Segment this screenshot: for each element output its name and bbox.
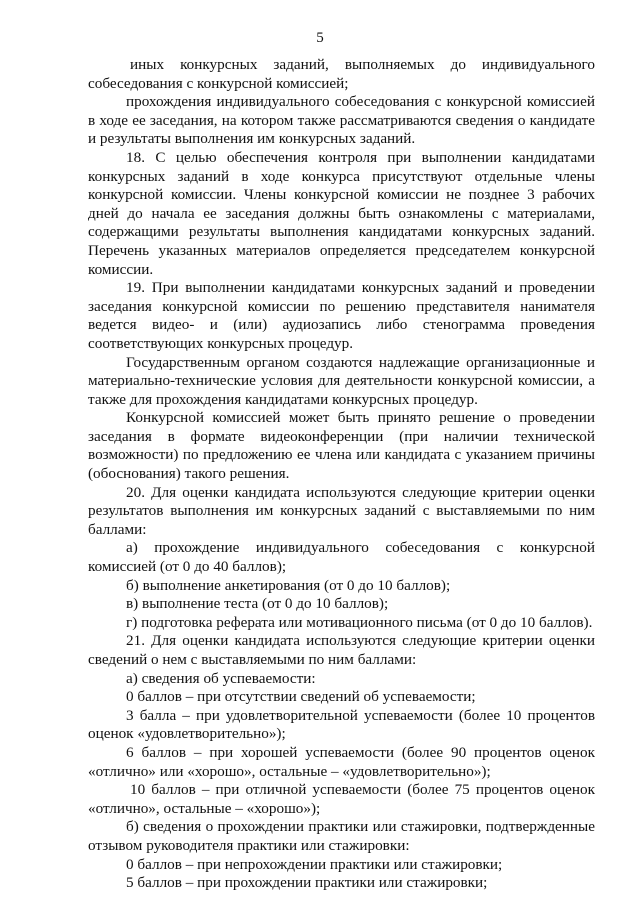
list-item: б) сведения о прохождении практики или стажировки, подтвержденные отзывом руководителя практики или стажировки: <box>88 818 595 854</box>
page-number: 5 <box>316 30 324 46</box>
paragraph: иных конкурсных заданий, выполняемых до индивидуального собеседования с конкурсной комиссией; <box>88 56 595 92</box>
list-item: 0 баллов – при непрохождении практики или стажировки; <box>126 855 503 873</box>
list-item: 6 баллов – при хорошей успеваемости (более 90 процентов оценок «отлично» или «хорошо», остальные – «удовлетворительно»); <box>88 743 595 780</box>
paragraph: Государственным органом создаются надлежащие организационные и материально-технические условия для деятельности конкурсной комиссии, а также для прохождения кандидатами конкурсных процедур. <box>88 353 595 408</box>
list-item: г) подготовка реферата или мотивационного письма (от 0 до 10 баллов). <box>126 613 593 631</box>
list-item: 0 баллов – при отсутствии сведений об успеваемости; <box>126 688 476 706</box>
paragraph: прохождения индивидуального собеседования с конкурсной комиссией в ходе ее заседания, на котором также рассматриваются сведения о кандидате и результаты выполнения им конкурсных заданий. <box>88 93 595 148</box>
list-item: а) прохождение индивидуального собеседования с конкурсной комиссией (от 0 до 40 баллов); <box>88 539 595 576</box>
paragraph: Конкурсной комиссией может быть принято решение о проведении заседания в формате видеоконференции (при наличии технической возможности) по предложению ее члена или кандидата с указанием причины (обоснования) такого решения. <box>88 409 595 483</box>
list-item: 3 балла – при удовлетворительной успеваемости (более 10 процентов оценок «удовлетворительно»); <box>88 706 595 743</box>
list-item: б) выполнение анкетирования (от 0 до 10 баллов); <box>126 576 451 594</box>
paragraph: 20. Для оценки кандидата используются следующие критерии оценки результатов выполнения им конкурсных заданий с выставляемыми по ним баллами: <box>88 483 595 538</box>
paragraph: 18. С целью обеспечения контроля при выполнении кандидатами конкурсных заданий в ходе конкурса присутствуют отдельные члены конкурсной комиссии. Члены конкурсной комиссии не позднее 3 рабочих дней до начала ее заседания должны быть ознакомлены с материалами, содержащими результаты выполнения кандидатами конкурсных заданий. Перечень указанных материалов определяется председателем конкурсной комиссии. <box>88 148 595 278</box>
paragraph: 21. Для оценки кандидата используются следующие критерии оценки сведений о нем с выставляемыми по ним баллами: <box>88 632 595 668</box>
document-body <box>88 56 595 893</box>
list-item: 10 баллов – при отличной успеваемости (более 75 процентов оценок «отлично», остальные – «хорошо»); <box>88 781 595 817</box>
list-item: в) выполнение теста (от 0 до 10 баллов); <box>126 595 389 613</box>
list-item: а) сведения об успеваемости: <box>126 669 316 687</box>
paragraph: 19. При выполнении кандидатами конкурсных заданий и проведении заседания конкурсной комиссии по решению представителя нанимателя ведется видео- и (или) аудиозапись либо стенограмма проведения соответствующих конкурсных процедур. <box>88 279 595 352</box>
list-item: 5 баллов – при прохождении практики или стажировки; <box>126 874 488 892</box>
